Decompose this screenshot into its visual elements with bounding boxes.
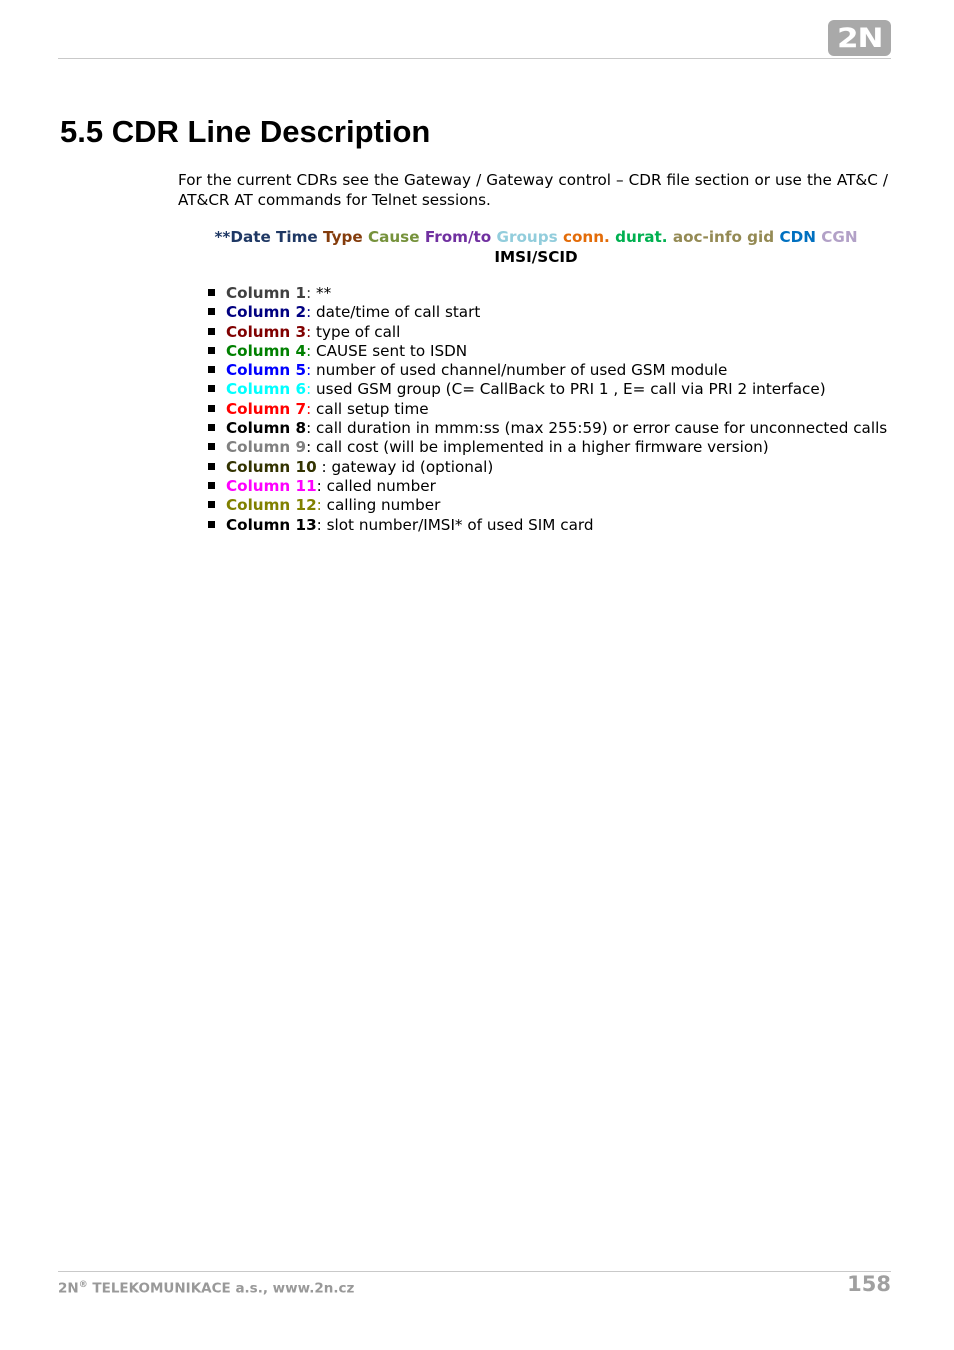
square-bullet-icon <box>208 347 215 354</box>
column-separator: : <box>316 515 322 534</box>
list-item <box>206 516 889 535</box>
list-item <box>206 284 889 303</box>
column-description: calling number <box>321 496 441 515</box>
list-item <box>206 438 889 457</box>
format-token: conn. <box>562 228 610 246</box>
column-description: CAUSE sent to ISDN <box>311 341 468 360</box>
square-bullet-icon <box>208 328 215 335</box>
footer-company <box>58 1280 354 1297</box>
format-token: **Date Time <box>214 228 318 246</box>
column-description-list <box>206 284 889 535</box>
list-item <box>206 303 889 322</box>
column-label: Column 4 <box>226 341 307 360</box>
column-separator: : <box>316 496 322 515</box>
footer-brand: 2N <box>58 1280 79 1297</box>
2n-logo <box>828 20 891 56</box>
column-label: Column 13 <box>226 515 317 534</box>
list-item <box>206 496 889 515</box>
column-description: call cost (will be implemented in a higher firmware version) <box>311 438 769 457</box>
column-description: called number <box>321 476 436 495</box>
list-item <box>206 323 889 342</box>
footer-divider <box>58 1271 891 1272</box>
column-separator: : <box>316 476 322 495</box>
list-item <box>206 477 889 496</box>
column-label: Column 10 <box>226 457 317 476</box>
list-item <box>206 342 889 361</box>
column-separator: : <box>316 457 327 476</box>
list-item <box>206 380 889 399</box>
square-bullet-icon <box>208 501 215 508</box>
format-token: CDN <box>779 228 816 246</box>
column-label: Column 6 <box>226 380 307 399</box>
column-label: Column 11 <box>226 476 317 495</box>
column-separator: : <box>306 419 312 438</box>
square-bullet-icon <box>208 521 215 528</box>
column-description: gateway id (optional) <box>326 457 494 476</box>
column-description: call duration in mmm:ss (max 255:59) or error cause for unconnected calls <box>311 419 888 438</box>
list-item <box>206 400 889 419</box>
format-token: Cause <box>367 228 420 246</box>
format-token: Groups <box>496 228 558 246</box>
list-item <box>206 419 889 438</box>
square-bullet-icon <box>208 482 215 489</box>
column-description: date/time of call start <box>311 303 481 322</box>
column-description: number of used channel/number of used GSM module <box>311 361 728 380</box>
square-bullet-icon <box>208 405 215 412</box>
list-item <box>206 458 889 477</box>
column-separator: : <box>306 322 312 341</box>
column-separator: : <box>306 341 312 360</box>
square-bullet-icon <box>208 463 215 470</box>
page-number: 158 <box>847 1272 891 1296</box>
intro-paragraph: For the current CDRs see the Gateway / Gateway control – CDR file section or use the AT&C / AT&CR AT commands for Telnet sessions. <box>178 171 888 209</box>
column-label: Column 9 <box>226 438 307 457</box>
page-title: 5.5 CDR Line Description <box>60 114 431 149</box>
format-token: IMSI/SCID <box>494 248 578 266</box>
footer-company-name: TELEKOMUNIKACE a.s., www.2n.cz <box>87 1280 355 1297</box>
column-separator: : <box>306 361 312 380</box>
column-description: used GSM group (C= CallBack to PRI 1 , E= call via PRI 2 interface) <box>311 380 826 399</box>
column-label: Column 8 <box>226 419 307 438</box>
column-description: ** <box>311 284 332 302</box>
column-label: Column 2 <box>226 303 307 322</box>
header-divider <box>58 58 891 59</box>
square-bullet-icon <box>208 289 215 296</box>
list-item <box>206 361 889 380</box>
square-bullet-icon <box>208 308 215 315</box>
square-bullet-icon <box>208 443 215 450</box>
column-description: slot number/IMSI* of used SIM card <box>321 515 594 534</box>
column-separator: : <box>306 438 312 457</box>
column-label: Column 7 <box>226 399 307 418</box>
column-separator: : <box>306 303 312 322</box>
column-label: Column 5 <box>226 361 307 380</box>
square-bullet-icon <box>208 424 215 431</box>
square-bullet-icon <box>208 385 215 392</box>
column-label: Column 3 <box>226 322 307 341</box>
format-token: Type <box>323 228 363 246</box>
column-separator: : <box>306 380 312 399</box>
logo-text: 2N <box>836 22 883 54</box>
format-token: aoc-info gid <box>672 228 775 246</box>
registered-mark: ® <box>78 1280 88 1290</box>
square-bullet-icon <box>208 366 215 373</box>
format-token: From/to <box>424 228 492 246</box>
column-separator: : <box>306 399 312 418</box>
format-token: durat. <box>615 228 668 246</box>
format-token: CGN <box>821 228 858 246</box>
column-label: Column 12 <box>226 496 317 515</box>
cdr-format-line <box>178 227 894 267</box>
column-label: Column 1 <box>226 284 307 302</box>
column-separator: : <box>306 284 312 302</box>
column-description: call setup time <box>311 399 429 418</box>
column-description: type of call <box>311 322 401 341</box>
